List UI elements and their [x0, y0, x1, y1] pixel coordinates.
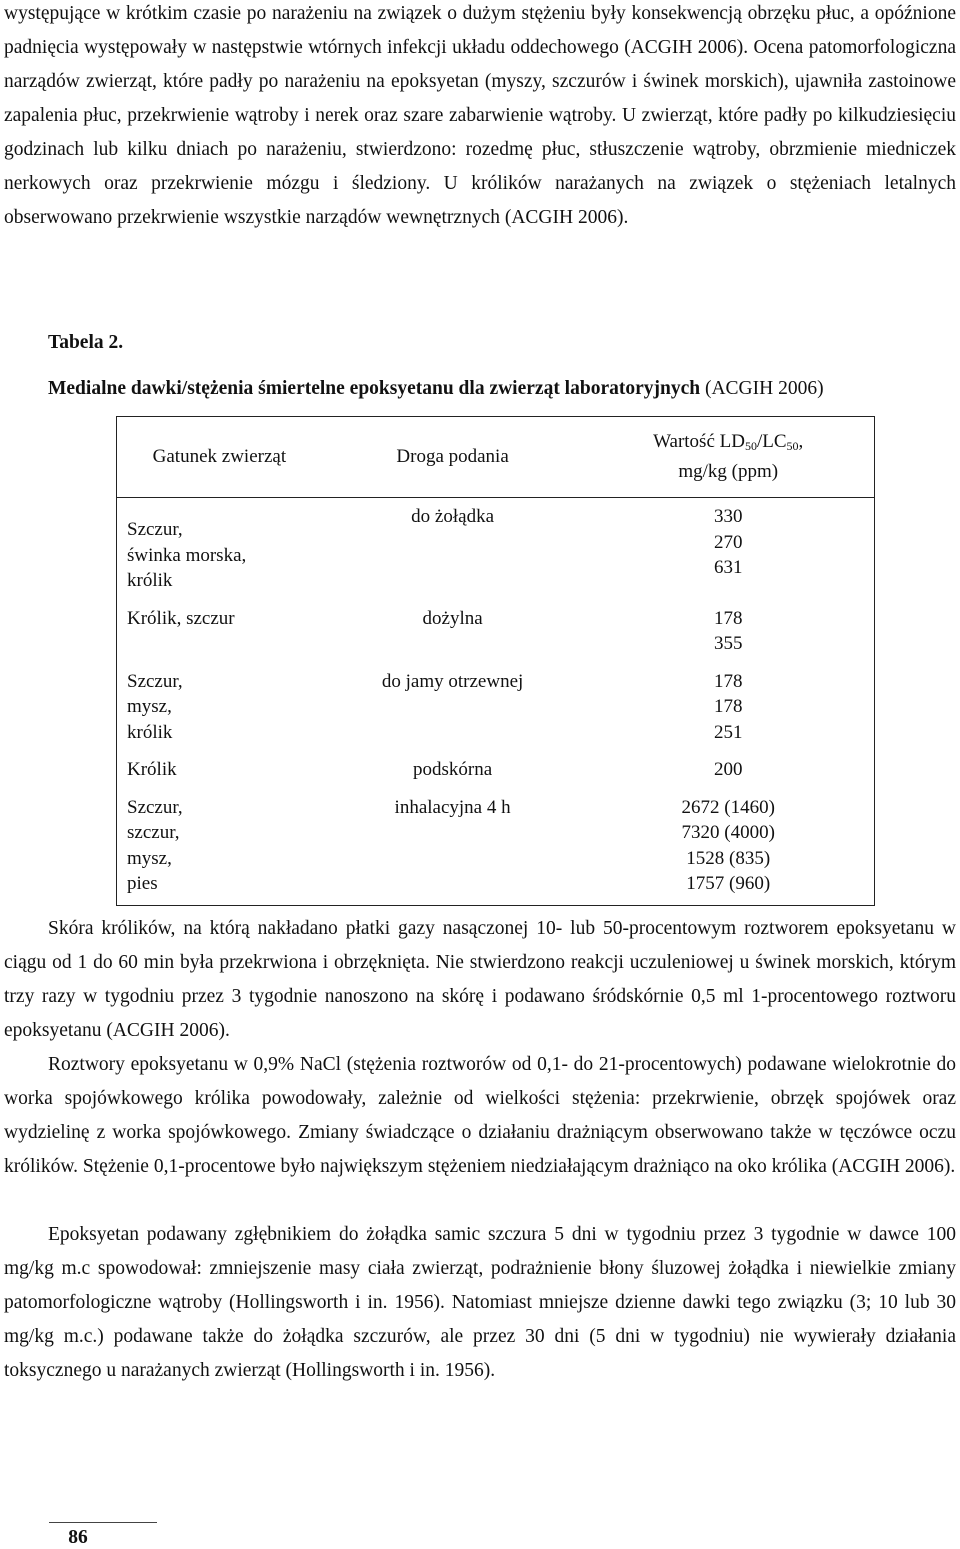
paragraph-2: Skóra królików, na którą nakładano płatki gazy nasączonej 10- lub 50-procentowym roztworem epoksyetanu w ciągu od 1 do 60 min była przekrwiona i obrzęknięta. Nie stwierdzono reakcji uczuleniowej u świnek morskich, którym trzy razy w tygodniu przez 3 tygodnie nanoszono na skórę i podawano śródskórnie 0,5 ml 1-procentowego roztworu epoksyetanu (ACGIH 2006).	[4, 918, 956, 1041]
table-row	[117, 663, 875, 752]
cell-values: 2672 (1460) 7320 (4000) 1528 (835) 1757 (960)	[681, 796, 775, 894]
header-species: Gatunek zwierząt	[117, 417, 323, 498]
table-row	[117, 498, 875, 600]
header-value: Wartość $LD_{50}/LC_{50}$, mg/kg (ppm)	[582, 417, 874, 498]
cell-species: Królik, szczur	[127, 607, 235, 629]
paragraph-1: występujące w krótkim czasie po narażeniu na związek o dużym stężeniu były konsekwencją obrzęku płuc, a opóźnione padnięcia występowały w następstwie wtórnych infekcji układu oddechowego (ACGIH 2006). Ocena patomorfologiczna narządów zwierząt, które padły po narażeniu na epoksyetan (myszy, szczurów i świnek morskich), ujawniła zastoinowe zapalenia płuc, przekrwienie wątroby i nerek oraz szare zabarwienie wątroby. U zwierząt, które padły po kilkudziesięciu godzinach lub kilku dniach po narażeniu, stwierdzono: rozedmę płuc, stłuszczenie wątroby, obrzmienie miedniczek nerkowych oraz przekrwienie mózgu i śledziony. U królików narażanych na związek o stężeniach letalnych obserwowano przekrwienie wszystkie narządów wewnętrznych (ACGIH 2006).	[4, 3, 956, 228]
cell-route: do żołądka	[411, 506, 494, 527]
cell-route: do jamy otrzewnej	[381, 670, 524, 692]
table-row	[117, 600, 875, 663]
paragraph-4: Epoksyetan podawany zgłębnikiem do żołądka samic szczura 5 dni w tygodniu przez 3 tygodnie w dawce 100 mg/kg m.c spowodował: zmniejszenie masy ciała zwierząt, podrażnienie błony śluzowej żołądka i niewielkie zmiany patomorfologiczne wątroby (Hollingsworth i in. 1956). Natomiast mniejsze dzienne dawki tego związku (3; 10 lub 30 mg/kg m.c.) podawane także do żołądka szczurów, ale przez 30 dni (5 dni w tygodniu) nie wywierały działania toksycznego u narażanych zwierząt (Hollingsworth i in. 1956).	[4, 1224, 956, 1381]
cell-values: 178 178 251	[713, 670, 743, 743]
cell-values: 330 270 631	[713, 506, 743, 578]
cell-route: dożylna	[422, 607, 483, 629]
footer-rule	[49, 1522, 157, 1523]
cell-species: Szczur, szczur, mysz, pies	[127, 796, 183, 894]
header-route: Droga podania	[323, 417, 583, 498]
table-caption-source: (ACGIH 2006)	[700, 378, 824, 399]
paragraph-3: Roztwory epoksyetanu w 0,9% NaCl (stężenia roztworów od 0,1- do 21-procentowych) podawane wielokrotnie do worka spojówkowego królika powodowały, zależnie od wielkości stężenia: przekrwienie, obrzęk spojówek oraz wydzielinę z worka spojówkowego. Zmiany świadczące o działaniu drażniącym obserwowano także w tęczówce oczu królików. Stężenie 0,1-procentowe było największym stężeniem niedziałającym drażniąco na oko królika (ACGIH 2006).	[4, 1054, 956, 1177]
cell-route: podskórna	[413, 759, 493, 780]
lethal-dose-table	[116, 416, 875, 906]
cell-species: Szczur, świnka morska, królik	[127, 519, 247, 591]
table-row	[117, 751, 875, 789]
page-number: 86	[68, 1527, 88, 1548]
table-row	[117, 789, 875, 906]
header-value-unit: mg/kg (ppm)	[678, 461, 779, 482]
cell-species: Królik	[127, 759, 177, 780]
cell-values: 178 355	[713, 607, 743, 654]
cell-values: 200	[713, 759, 743, 780]
cell-species: Szczur, mysz, królik	[127, 670, 183, 743]
table-label: Tabela 2.	[48, 332, 124, 353]
table-caption-bold: Medialne dawki/stężenia śmiertelne epoksyetanu dla zwierząt laboratoryjnych	[48, 378, 701, 399]
table-header-row	[117, 417, 875, 498]
table-caption	[48, 377, 824, 401]
cell-route: inhalacyjna 4 h	[394, 796, 511, 818]
